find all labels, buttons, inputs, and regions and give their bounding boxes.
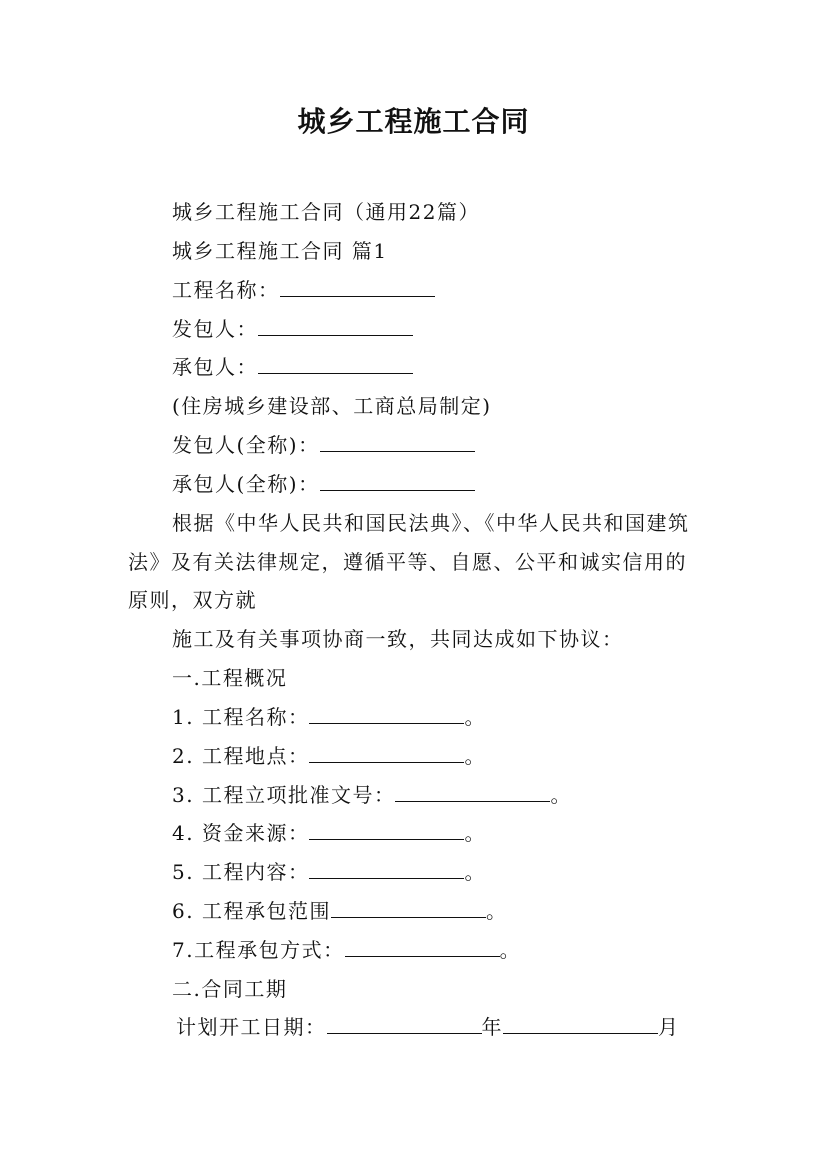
contractor-blank bbox=[258, 353, 413, 374]
employer-full-row bbox=[172, 431, 475, 459]
item-end: 。 bbox=[485, 899, 508, 923]
item-3 bbox=[172, 781, 572, 809]
item-label: 7.工程承包方式： bbox=[172, 938, 345, 962]
item-1 bbox=[172, 703, 486, 731]
item-end: 。 bbox=[464, 860, 486, 884]
contractor-full-row bbox=[172, 470, 475, 498]
section-1-heading: 一.工程概况 bbox=[172, 666, 288, 690]
item-label: 2. 工程地点： bbox=[172, 744, 310, 768]
contractor-label: 承包人： bbox=[172, 355, 258, 379]
item-label: 3. 工程立项批准文号： bbox=[172, 783, 396, 807]
section-heading: 城乡工程施工合同 篇1 bbox=[172, 239, 388, 263]
item-end: 。 bbox=[499, 938, 522, 962]
item-blank bbox=[345, 936, 500, 957]
item-end: 。 bbox=[464, 821, 486, 845]
paragraph-line-1: 根据《中华人民共和国民法典》、《中华人民共和国建筑 bbox=[172, 511, 690, 535]
issuer-note: (住房城乡建设部、工商总局制定) bbox=[172, 394, 492, 418]
contractor-full-blank bbox=[320, 470, 475, 491]
item-end: 。 bbox=[464, 705, 486, 729]
item-blank bbox=[309, 819, 464, 840]
item-blank bbox=[309, 703, 464, 724]
item-blank bbox=[331, 897, 486, 918]
year-label: 年 bbox=[481, 1015, 503, 1039]
employer-full-label: 发包人(全称)： bbox=[172, 433, 320, 457]
contractor-row bbox=[172, 353, 413, 381]
year-blank bbox=[327, 1013, 482, 1034]
item-label: 1. 工程名称： bbox=[172, 705, 310, 729]
month-label: 月 bbox=[658, 1015, 680, 1039]
start-date-row bbox=[176, 1013, 680, 1041]
employer-label: 发包人： bbox=[172, 317, 258, 341]
item-end: 。 bbox=[550, 783, 572, 807]
item-label: 4. 资金来源： bbox=[172, 821, 310, 845]
item-blank bbox=[309, 742, 464, 763]
section-2-heading: 二.合同工期 bbox=[172, 977, 288, 1001]
heading-line: 城乡工程施工合同（通用22篇） bbox=[172, 200, 480, 224]
item-label: 6. 工程承包范围 bbox=[172, 899, 331, 923]
project-name-row bbox=[172, 276, 435, 304]
item-label: 5. 工程内容： bbox=[172, 860, 310, 884]
document-title: 城乡工程施工合同 bbox=[297, 105, 530, 138]
month-blank bbox=[503, 1013, 658, 1034]
item-6 bbox=[172, 897, 507, 925]
item-7 bbox=[172, 936, 521, 964]
item-blank bbox=[309, 858, 464, 879]
paragraph-2: 施工及有关事项协商一致，共同达成如下协议： bbox=[172, 627, 624, 651]
paragraph-line-3: 原则，双方就 bbox=[128, 588, 257, 612]
contractor-full-label: 承包人(全称)： bbox=[172, 472, 320, 496]
item-end: 。 bbox=[464, 744, 486, 768]
employer-full-blank bbox=[320, 431, 475, 452]
item-2 bbox=[172, 742, 486, 770]
employer-row bbox=[172, 315, 413, 343]
employer-blank bbox=[258, 315, 413, 336]
project-name-blank bbox=[280, 276, 435, 297]
item-4 bbox=[172, 819, 486, 847]
item-blank bbox=[395, 781, 550, 802]
project-name-label: 工程名称： bbox=[172, 278, 280, 302]
paragraph-line-2: 法》及有关法律规定，遵循平等、自愿、公平和诚实信用的 bbox=[128, 550, 687, 574]
start-date-label: 计划开工日期： bbox=[176, 1015, 327, 1039]
item-5 bbox=[172, 858, 486, 886]
